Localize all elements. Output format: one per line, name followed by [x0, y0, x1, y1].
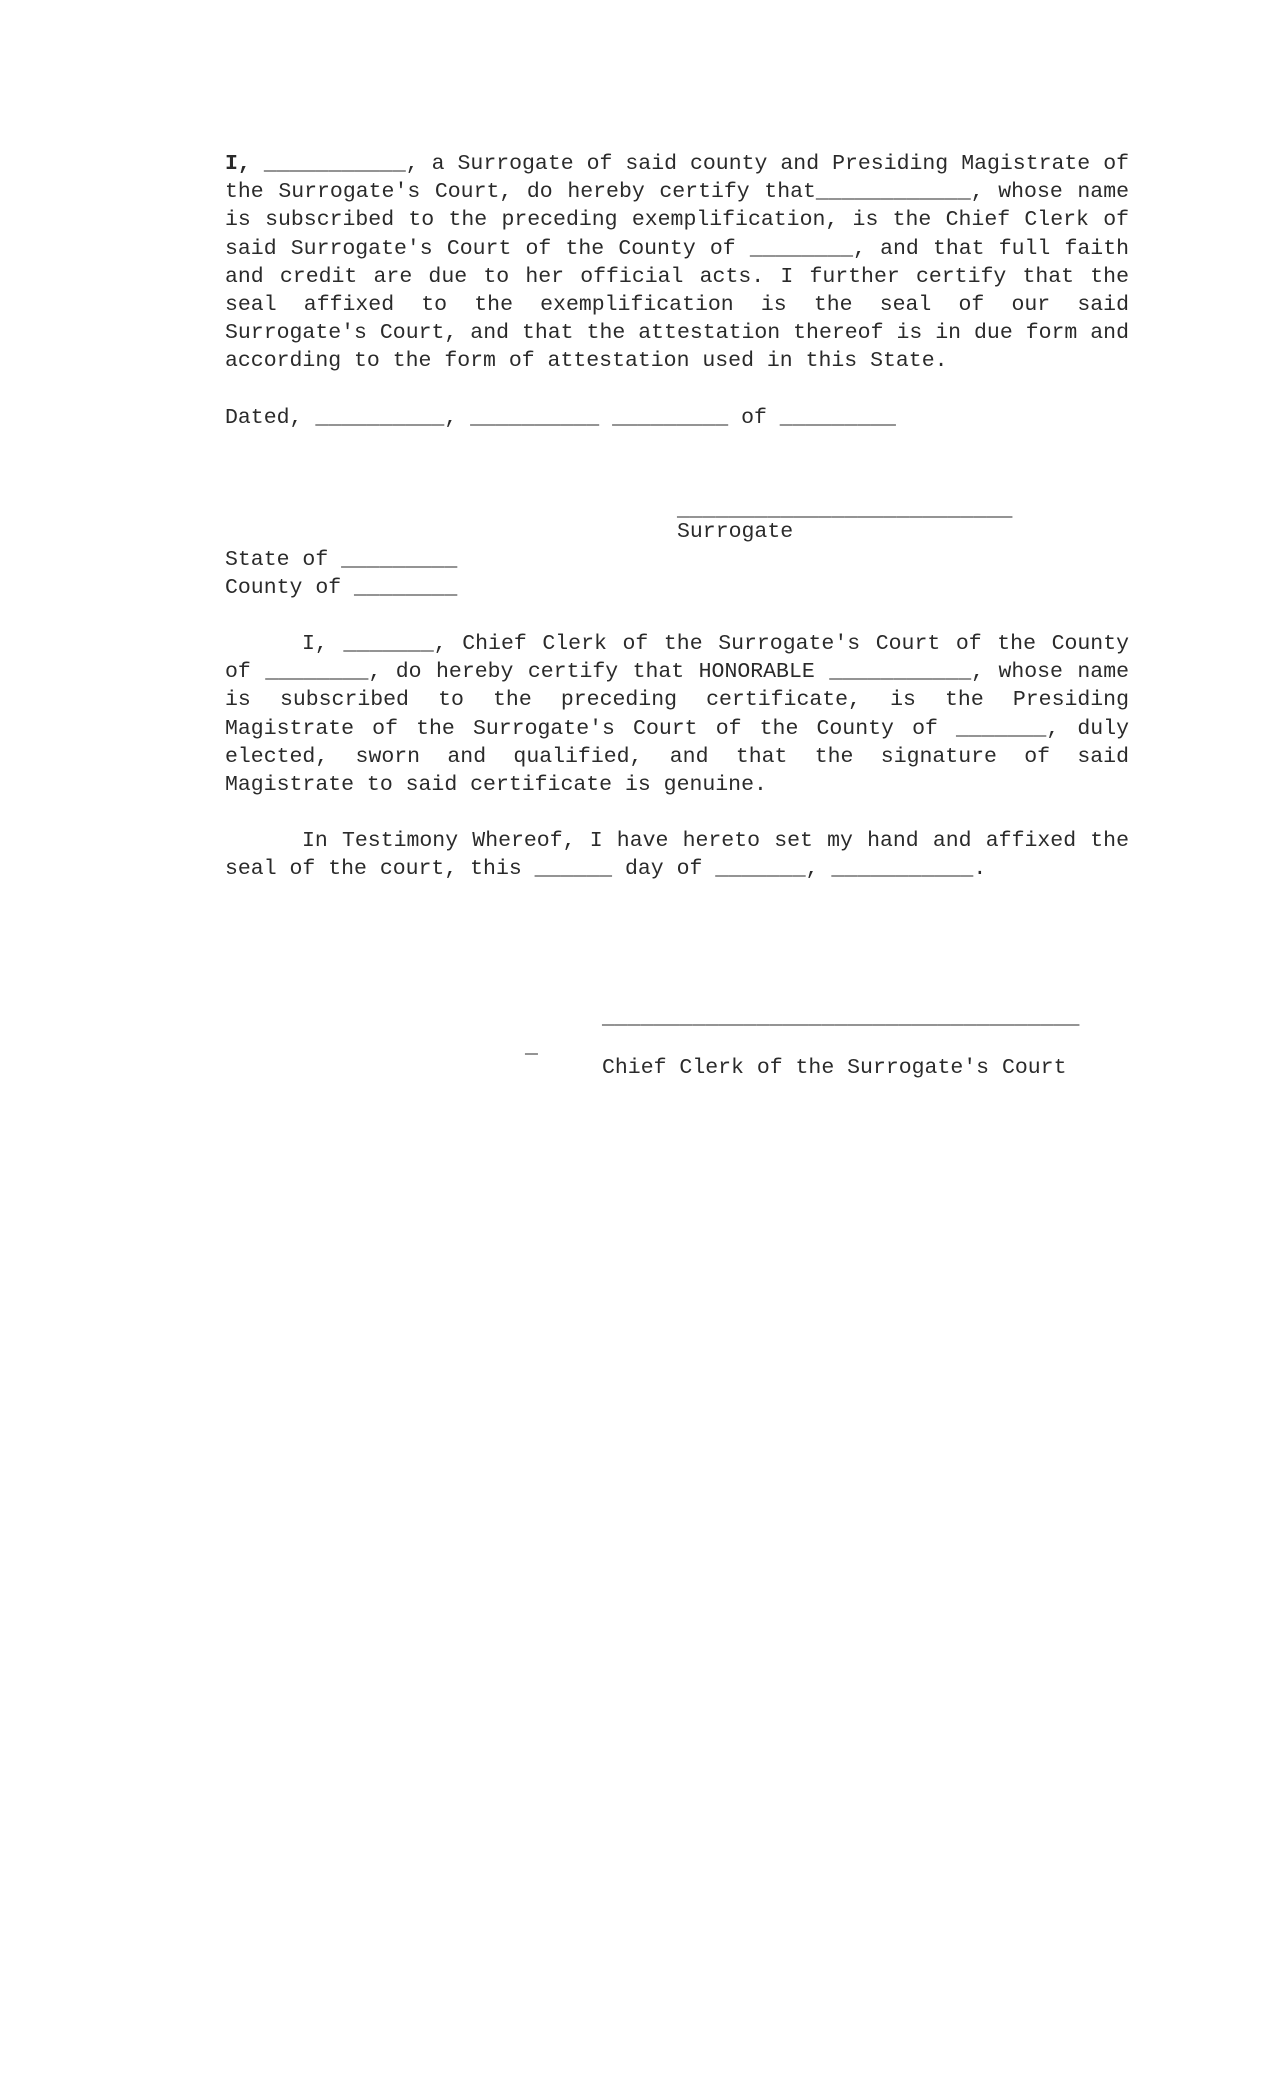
surrogate-signature-caption: Surrogate — [677, 520, 794, 544]
clerk-signature-line: _____________________________________ — [602, 1006, 1080, 1030]
county-venue-line: County of ________ — [225, 576, 458, 600]
stray-underscore-mark: _ — [525, 1035, 538, 1059]
surrogate-certification-text: ___________, a Surrogate of said county and Presiding Magistrate of the Surrogate's Court, do hereby certify that____________, whose name is subscribed to the preceding exemplification, is the Chief Clerk of said Surrogate's Court of the County of ________, and that full faith and credit are due to her official acts. I further certify that the seal affixed to the exemplification is the seal of our said Surrogate's Court, and that the attestation thereof is in due form and according to the form of attestation used in this State. — [225, 152, 1129, 374]
dated-line: Dated, __________, __________ _________ of _________ — [225, 406, 896, 430]
surrogate-certification-paragraph — [225, 150, 1129, 376]
state-venue-line: State of _________ — [225, 548, 458, 572]
surrogate-signature-line: __________________________ — [677, 498, 1013, 522]
clerk-signature-caption: Chief Clerk of the Surrogate's Court — [602, 1056, 1067, 1080]
testimony-paragraph: In Testimony Whereof, I have hereto set my hand and affixed the seal of the court, this ______ day of _______, ___________. — [225, 829, 1129, 882]
clerk-certification-paragraph: I, _______, Chief Clerk of the Surrogate's Court of the County of ________, do hereby certify that HONORABLE ___________, whose name is subscribed to the preceding certificate, is the Presiding Magistrate of the Surrogate's Court of the County of _______, duly elected, sworn and qualified, and that the signature of said Magistrate to said certificate is genuine. — [225, 632, 1129, 798]
opening-word: I, — [225, 152, 251, 176]
